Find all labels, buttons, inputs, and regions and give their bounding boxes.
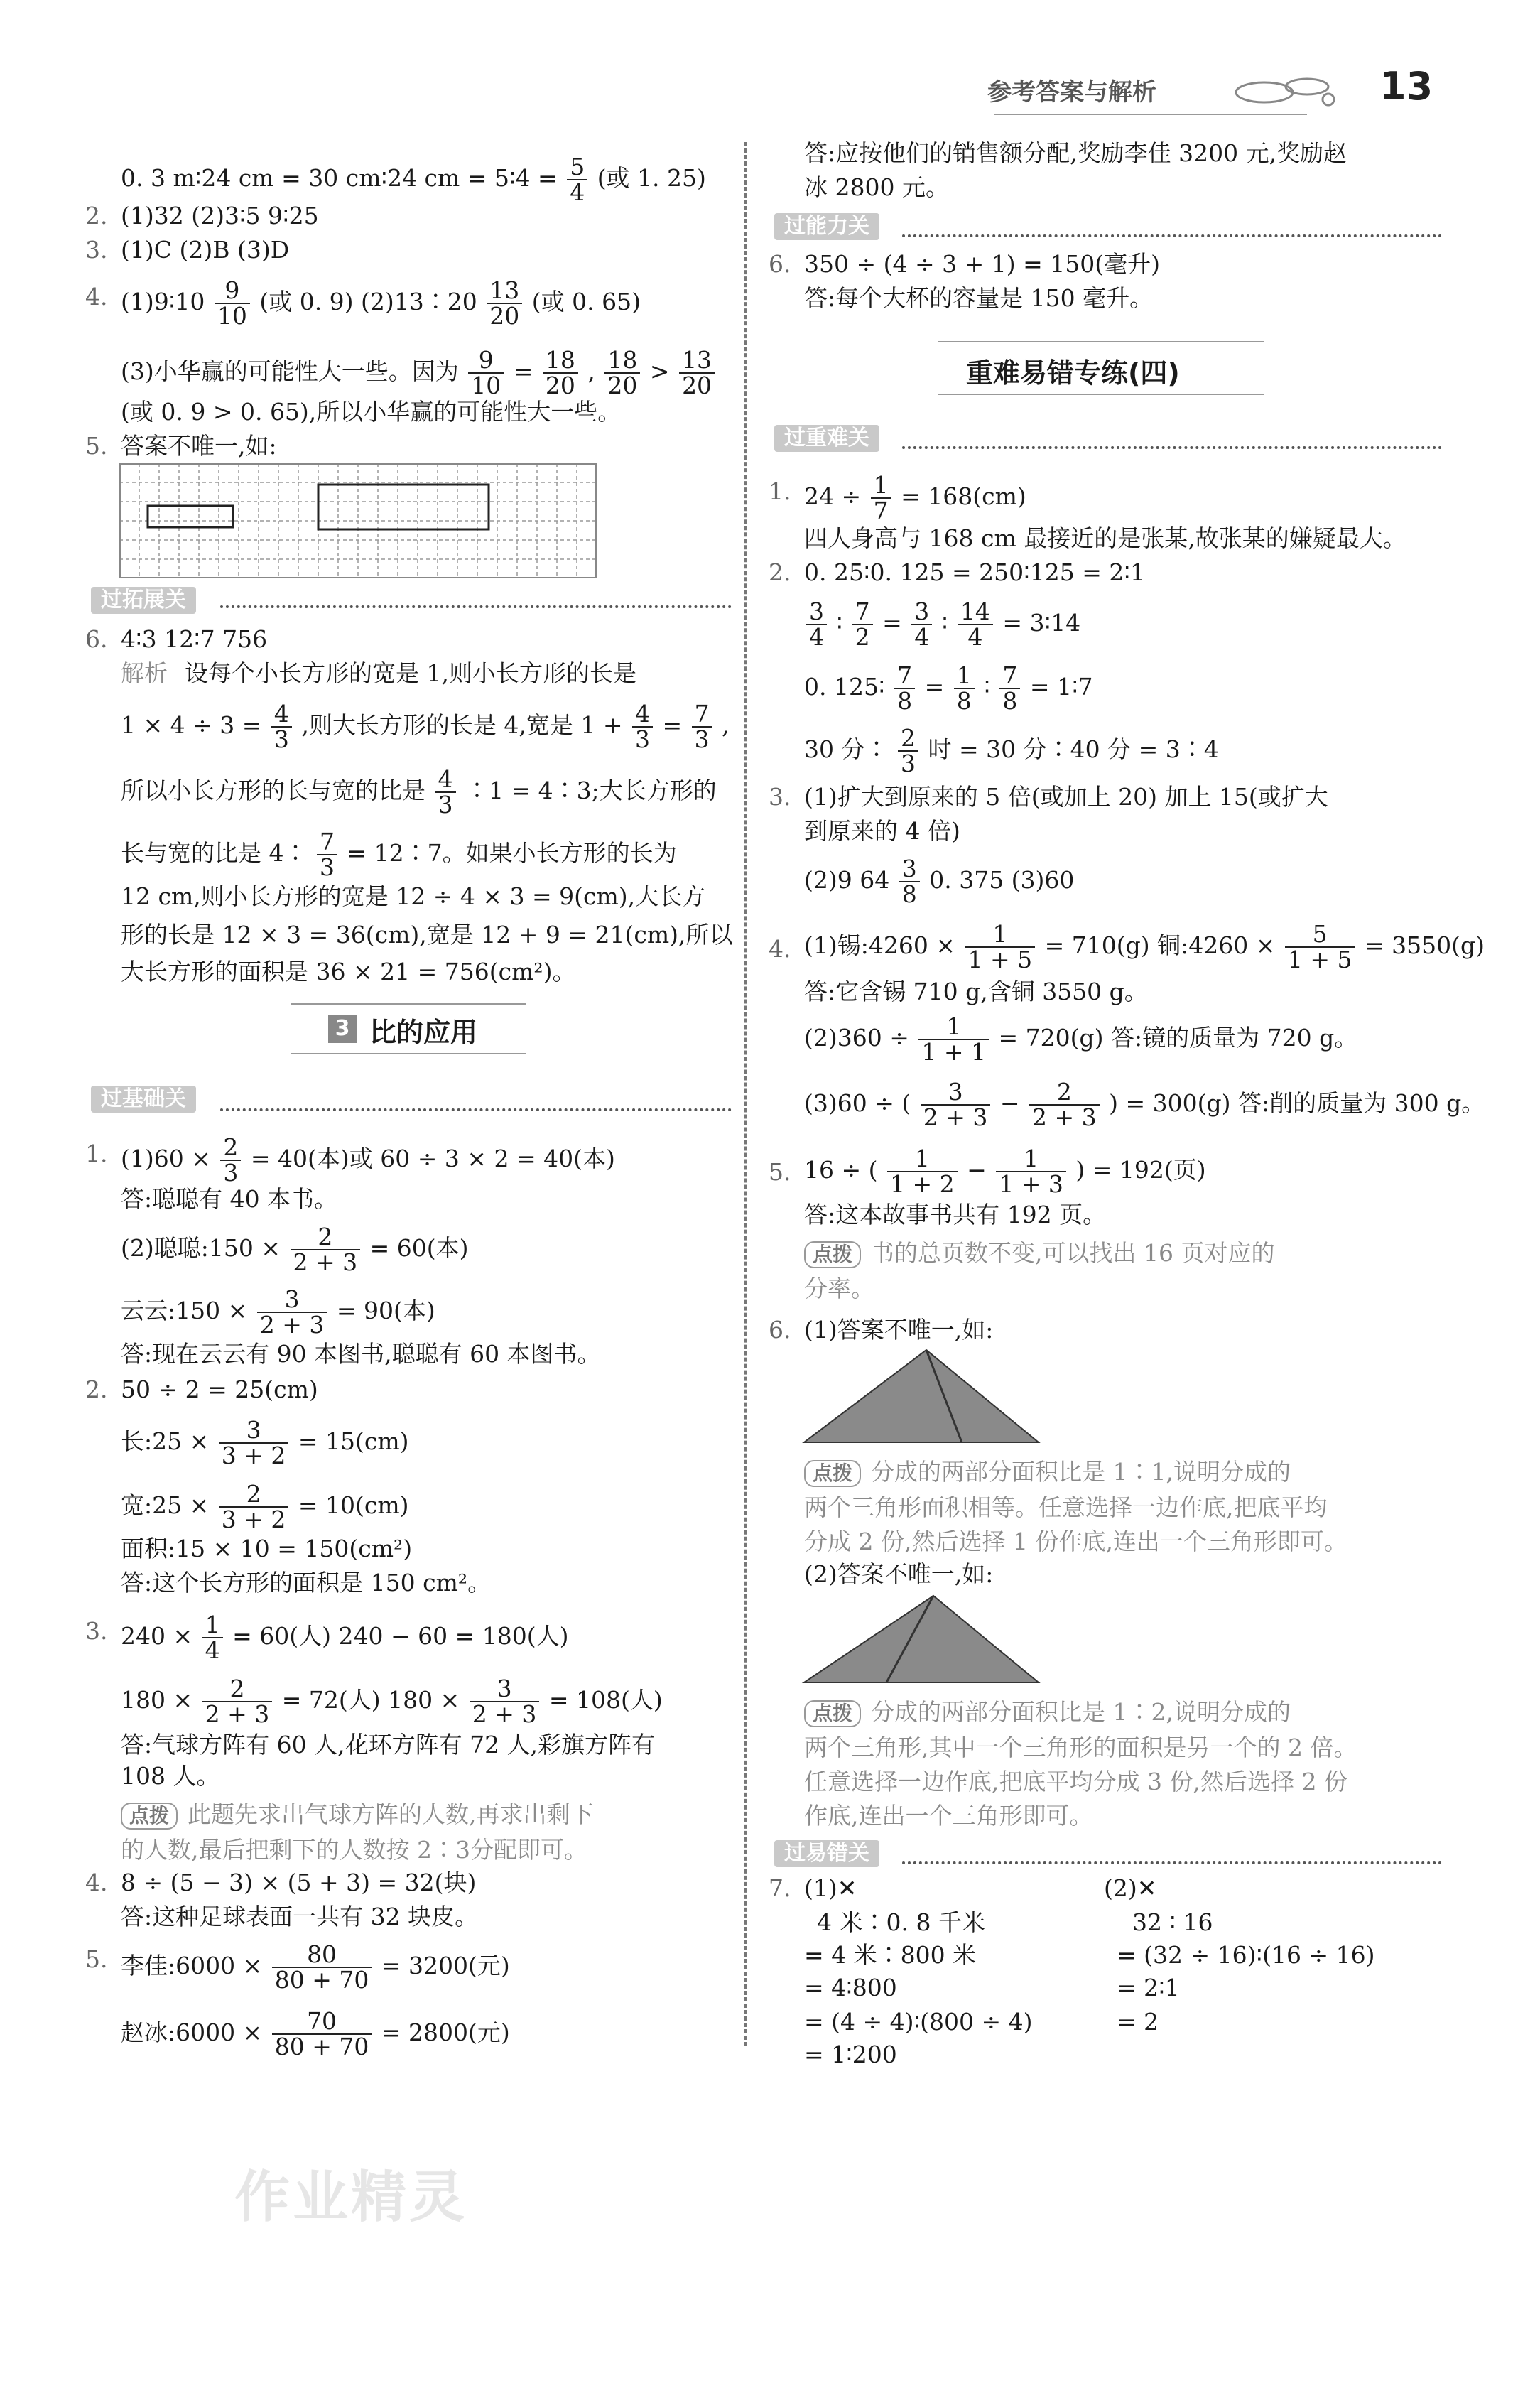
question-number: 3. <box>769 783 791 811</box>
answer-line: 4 米∶0. 8 千米 <box>817 1908 985 1936</box>
question-number: 5. <box>85 1945 108 1973</box>
question-number: 6. <box>85 625 108 653</box>
answer-line: (1)锡:4260 × $\frac{1}{1 + 5}$ = 710(g) 铜:4260 × $\frac{5}{1 + 5}$ = 3550(g) <box>804 920 1485 973</box>
answer-line: 答:每个大杯的容量是 150 毫升。 <box>804 284 1154 312</box>
fraction: $\frac{7}{2}$ <box>852 600 873 649</box>
analysis-line: 长与宽的比是 4∶ $\frac{7}{3}$ = 12∶7。如果小长方形的长为 <box>121 828 677 881</box>
hint-label: 点拨 <box>121 1803 178 1830</box>
fraction: $\frac{1}{1 + 3}$ <box>996 1147 1066 1196</box>
section-tag-zhongnan: 过重难关 <box>774 425 879 452</box>
fraction: $\frac{1}{7}$ <box>871 473 891 523</box>
analysis-line: 12 cm,则小长方形的宽是 12 ÷ 4 × 3 = 9(cm),大长方 <box>121 882 706 910</box>
answer-line: 答:这本故事书共有 192 页。 <box>804 1201 1107 1228</box>
dotted-rule <box>220 1108 732 1111</box>
answer-line: (1)C (2)B (3)D <box>121 236 290 264</box>
analysis-line: 大长方形的面积是 36 × 21 = 756(cm²)。 <box>121 958 576 985</box>
dotted-rule <box>902 234 1442 237</box>
section-rule <box>291 1003 526 1005</box>
fraction: $\frac{13}{20}$ <box>679 348 715 398</box>
answer-line: 到原来的 4 倍) <box>804 817 960 845</box>
answer-line: 350 ÷ (4 ÷ 3 + 1) = 150(毫升) <box>804 250 1160 278</box>
fraction: $\frac{7}{8}$ <box>999 664 1020 713</box>
triangle-diagram-2 <box>801 1593 1043 1687</box>
answer-line: $\frac{3}{4}$ ∶ $\frac{7}{2}$ = $\frac{3}{4}$ ∶ $\frac{14}{4}$ = 3∶14 <box>804 600 1080 649</box>
answer-line: (1)答案不唯一,如: <box>804 1316 994 1344</box>
answer-line: 180 × $\frac{2}{2 + 3}$ = 72(人) 180 × $\frac{3}{2 + 3}$ = 108(人) <box>121 1675 663 1728</box>
answer-line: 长:25 × $\frac{3}{3 + 2}$ = 15(cm) <box>121 1416 409 1469</box>
fraction: $\frac{18}{20}$ <box>543 348 578 398</box>
answer-line: 240 × $\frac{1}{4}$ = 60(人) 240 − 60 = 180(人) <box>121 1611 569 1664</box>
answer-line: 答:这种足球表面一共有 32 块皮。 <box>121 1903 479 1930</box>
question-number: 7. <box>769 1874 791 1902</box>
answer-line: (2)360 ÷ $\frac{1}{1 + 1}$ = 720(g) 答:镜的质量为 720 g。 <box>804 1012 1358 1066</box>
answer-line: = 2 <box>1117 2008 1159 2036</box>
header-rule <box>994 114 1307 115</box>
dotted-rule <box>902 1861 1442 1864</box>
fraction: $\frac{9}{10}$ <box>468 348 504 398</box>
page-number: 13 <box>1379 64 1433 109</box>
section-rule <box>938 341 1264 342</box>
grid-diagram <box>119 463 602 578</box>
hint-line: 点拨 分成的两部分面积比是 1∶2,说明分成的 <box>804 1698 1291 1727</box>
answer-line: 108 人。 <box>121 1762 220 1790</box>
hint-line: 的人数,最后把剩下的人数按 2∶3分配即可。 <box>121 1836 587 1864</box>
hint-label: 点拨 <box>804 1460 861 1487</box>
question-number: 5. <box>85 432 108 460</box>
hint-label: 点拨 <box>804 1700 861 1727</box>
answer-line: 4∶3 12∶7 756 <box>121 625 268 653</box>
fraction: $\frac{14}{4}$ <box>958 600 993 649</box>
section-tag-yicuo: 过易错关 <box>774 1840 879 1867</box>
hint-line: 任意选择一边作底,把底平均分成 3 份,然后选择 2 份 <box>804 1768 1348 1795</box>
fraction: $\frac{5}{4}$ <box>567 155 587 205</box>
answer-line: (3)60 ÷ ( $\frac{3}{2 + 3}$ − $\frac{2}{2 + 3}$ ) = 300(g) 答:削的质量为 300 g。 <box>804 1078 1485 1131</box>
header-title: 参考答案与解析 <box>987 78 1156 107</box>
question-number: 4. <box>85 1869 108 1896</box>
hint-line: 点拨 此题先求出气球方阵的人数,再求出剩下 <box>121 1800 594 1830</box>
answer-line: 30 分∶ $\frac{2}{3}$ 时 = 30 分∶40 分 = 3∶4 <box>804 724 1219 777</box>
answer-line: = 1∶200 <box>804 2041 897 2068</box>
section-title: 重难易错专练(四) <box>966 357 1180 389</box>
section-rule <box>938 394 1264 395</box>
fraction: $\frac{4}{3}$ <box>632 702 653 752</box>
question-number: 3. <box>85 1617 108 1645</box>
fraction: $\frac{3}{2 + 3}$ <box>470 1677 540 1727</box>
answer-line: (1)扩大到原来的 5 倍(或加上 20) 加上 15(或扩大 <box>804 783 1328 811</box>
watermark: 作业精灵 <box>234 2166 468 2230</box>
answer-line: 16 ÷ ( $\frac{1}{1 + 2}$ − $\frac{1}{1 + 3}$ ) = 192(页) <box>804 1145 1206 1198</box>
answer-line: = 4 米∶800 米 <box>804 1941 977 1969</box>
dotted-rule <box>220 605 732 608</box>
analysis-line: 所以小长方形的长与宽的比是 $\frac{4}{3}$ ∶1 = 4∶3;大长方形的 <box>121 765 717 818</box>
answer-line: 四人身高与 168 cm 最接近的是张某,故张某的嫌疑最大。 <box>804 524 1406 552</box>
answer-line: 0. 25∶0. 125 = 250∶125 = 2∶1 <box>804 558 1145 586</box>
answer-line: 答:气球方阵有 60 人,花环方阵有 72 人,彩旗方阵有 <box>121 1731 656 1758</box>
hint-line: 点拨 分成的两部分面积比是 1∶1,说明分成的 <box>804 1458 1291 1487</box>
section-number-badge: 3 <box>328 1015 357 1043</box>
question-number: 1. <box>769 477 791 505</box>
section-tag-tuozhan: 过拓展关 <box>91 587 196 614</box>
question-number: 2. <box>85 202 108 229</box>
question-number: 4. <box>85 283 108 310</box>
fraction: $\frac{5}{1 + 5}$ <box>1285 922 1355 972</box>
fraction: $\frac{9}{10}$ <box>215 279 250 328</box>
fraction: $\frac{2}{2 + 3}$ <box>291 1225 361 1275</box>
section-tag-jichu: 过基础关 <box>91 1086 196 1113</box>
hint-line: 点拨 书的总页数不变,可以找出 16 页对应的 <box>804 1239 1274 1268</box>
analysis-label: 解析 <box>121 659 168 687</box>
dotted-rule <box>902 446 1442 449</box>
answer-line: (1)9∶10 $\frac{9}{10}$ (或 0. 9) (2)13∶20 $\frac{13}{20}$ (或 0. 65) <box>121 276 641 330</box>
triangle-diagram-1 <box>801 1347 1043 1447</box>
column-divider <box>744 142 747 2046</box>
hint-line: 分率。 <box>804 1275 874 1302</box>
section-tag-nengli: 过能力关 <box>774 213 879 240</box>
fraction: $\frac{1}{8}$ <box>954 664 975 713</box>
fraction: $\frac{80}{80 + 70}$ <box>272 1942 372 1992</box>
header <box>987 64 1433 111</box>
hint-line: 两个三角形面积相等。任意选择一边作底,把底平均 <box>804 1493 1328 1521</box>
analysis-line: 形的长是 12 × 3 = 36(cm),宽是 12 + 9 = 21(cm),所以 <box>121 921 733 949</box>
fraction: $\frac{4}{3}$ <box>435 767 456 817</box>
fraction: $\frac{1}{1 + 1}$ <box>918 1015 989 1064</box>
fraction: $\frac{1}{1 + 2}$ <box>887 1147 958 1196</box>
answer-line: = 2∶1 <box>1117 1974 1180 2001</box>
answer-line: 答:聪聪有 40 本书。 <box>121 1185 338 1213</box>
answer-line: = (32 ÷ 16)∶(16 ÷ 16) <box>1117 1941 1375 1969</box>
fraction: $\frac{4}{3}$ <box>271 702 292 752</box>
answer-line: 答:这个长方形的面积是 150 cm²。 <box>121 1569 492 1596</box>
answer-line: 宽:25 × $\frac{2}{3 + 2}$ = 10(cm) <box>121 1480 409 1533</box>
section-rule <box>291 1053 526 1054</box>
question-number: 5. <box>769 1158 791 1186</box>
fraction: $\frac{70}{80 + 70}$ <box>272 2009 372 2059</box>
answer-line: (2)9 64 $\frac{3}{8}$ 0. 375 (3)60 <box>804 855 1075 908</box>
header-decoration-icon <box>1222 68 1343 111</box>
answer-line: 答:它含锡 710 g,含铜 3550 g。 <box>804 978 1148 1005</box>
hint-line: 两个三角形,其中一个三角形的面积是另一个的 2 倍。 <box>804 1734 1357 1761</box>
analysis-line: 解析 设每个小长方形的宽是 1,则小长方形的长是 <box>121 659 636 687</box>
fraction: $\frac{3}{4}$ <box>911 600 932 649</box>
answer-line: 答:应按他们的销售额分配,奖励李佳 3200 元,奖励赵 <box>804 139 1348 167</box>
answer-line: (2)聪聪:150 × $\frac{2}{2 + 3}$ = 60(本) <box>121 1223 469 1276</box>
fraction: $\frac{2}{2 + 3}$ <box>202 1677 273 1727</box>
answer-line: (1)✕ <box>804 1874 857 1902</box>
answer-line: (或 0. 9 > 0. 65),所以小华赢的可能性大一些。 <box>121 398 622 426</box>
question-number: 6. <box>769 250 791 278</box>
answer-line: 50 ÷ 2 = 25(cm) <box>121 1376 318 1403</box>
answer-line: (3)小华赢的可能性大一些。因为 $\frac{9}{10}$ = $\frac{18}{20}$ , $\frac{18}{20}$ > $\frac{13}{20}$ <box>121 348 717 398</box>
answer-line: (1)60 × $\frac{2}{3}$ = 40(本)或 60 ÷ 3 × 2 = 40(本) <box>121 1133 615 1187</box>
answer-line: (1)32 (2)3∶5 9∶25 <box>121 202 319 229</box>
question-number: 3. <box>85 236 108 264</box>
hint-line: 分成 2 份,然后选择 1 份作底,连出一个三角形即可。 <box>804 1528 1348 1555</box>
fraction: $\frac{7}{3}$ <box>692 702 712 752</box>
fraction: $\frac{3}{4}$ <box>806 600 827 649</box>
fraction: $\frac{3}{2 + 3}$ <box>257 1287 327 1337</box>
fraction: $\frac{3}{2 + 3}$ <box>921 1080 991 1130</box>
fraction: $\frac{2}{3}$ <box>898 726 918 776</box>
fraction: $\frac{18}{20}$ <box>604 348 640 398</box>
fraction: $\frac{1}{4}$ <box>202 1613 223 1663</box>
question-number: 2. <box>769 558 791 586</box>
answer-line: 24 ÷ $\frac{1}{7}$ = 168(cm) <box>804 471 1026 524</box>
answer-line: 8 ÷ (5 − 3) × (5 + 3) = 32(块) <box>121 1869 477 1896</box>
question-number: 4. <box>769 935 791 963</box>
section-title: 比的应用 <box>369 1017 478 1048</box>
fraction: $\frac{3}{8}$ <box>899 857 920 907</box>
answer-line: 冰 2800 元。 <box>804 173 949 201</box>
answer-line: 云云:150 × $\frac{3}{2 + 3}$ = 90(本) <box>121 1285 435 1339</box>
answer-line: 答案不唯一,如: <box>121 432 277 460</box>
fraction: $\frac{13}{20}$ <box>487 279 522 328</box>
answer-line: 0. 125∶ $\frac{7}{8}$ = $\frac{1}{8}$ ∶ $\frac{7}{8}$ = 1∶7 <box>804 661 1093 715</box>
answer-line: 0. 3 m∶24 cm = 30 cm∶24 cm = 5∶4 = $\frac{5}{4}$ (或 1. 25) <box>121 153 706 206</box>
answer-line: = (4 ÷ 4)∶(800 ÷ 4) <box>804 2008 1033 2036</box>
answer-line: 32 ∶ 16 <box>1132 1908 1213 1936</box>
question-number: 1. <box>85 1140 108 1167</box>
fraction: $\frac{7}{3}$ <box>317 830 337 880</box>
fraction: $\frac{7}{8}$ <box>894 664 915 713</box>
answer-line: = 4∶800 <box>804 1974 897 2001</box>
answer-line: 李佳:6000 × $\frac{80}{80 + 70}$ = 3200(元) <box>121 1940 510 1994</box>
answer-line: (2)答案不唯一,如: <box>804 1560 994 1588</box>
answer-line: 面积:15 × 10 = 150(cm²) <box>121 1535 413 1562</box>
answer-line: 答:现在云云有 90 本图书,聪聪有 60 本图书。 <box>121 1340 601 1368</box>
hint-label: 点拨 <box>804 1241 861 1268</box>
fraction: $\frac{1}{1 + 5}$ <box>965 922 1036 972</box>
question-number: 2. <box>85 1376 108 1403</box>
answer-line: 赵冰:6000 × $\frac{70}{80 + 70}$ = 2800(元) <box>121 2007 510 2060</box>
hint-line: 作底,连出一个三角形即可。 <box>804 1802 1093 1830</box>
fraction: $\frac{3}{3 + 2}$ <box>219 1418 289 1468</box>
analysis-line: 1 × 4 ÷ 3 = $\frac{4}{3}$ ,则大长方形的长是 4,宽是 1 + $\frac{4}{3}$ = $\frac{7}{3}$ , <box>121 700 730 753</box>
fraction: $\frac{2}{3}$ <box>220 1135 241 1185</box>
fraction: $\frac{2}{3 + 2}$ <box>219 1482 289 1532</box>
answer-line: (2)✕ <box>1104 1874 1157 1902</box>
question-number: 6. <box>769 1316 791 1344</box>
fraction: $\frac{2}{2 + 3}$ <box>1029 1080 1100 1130</box>
